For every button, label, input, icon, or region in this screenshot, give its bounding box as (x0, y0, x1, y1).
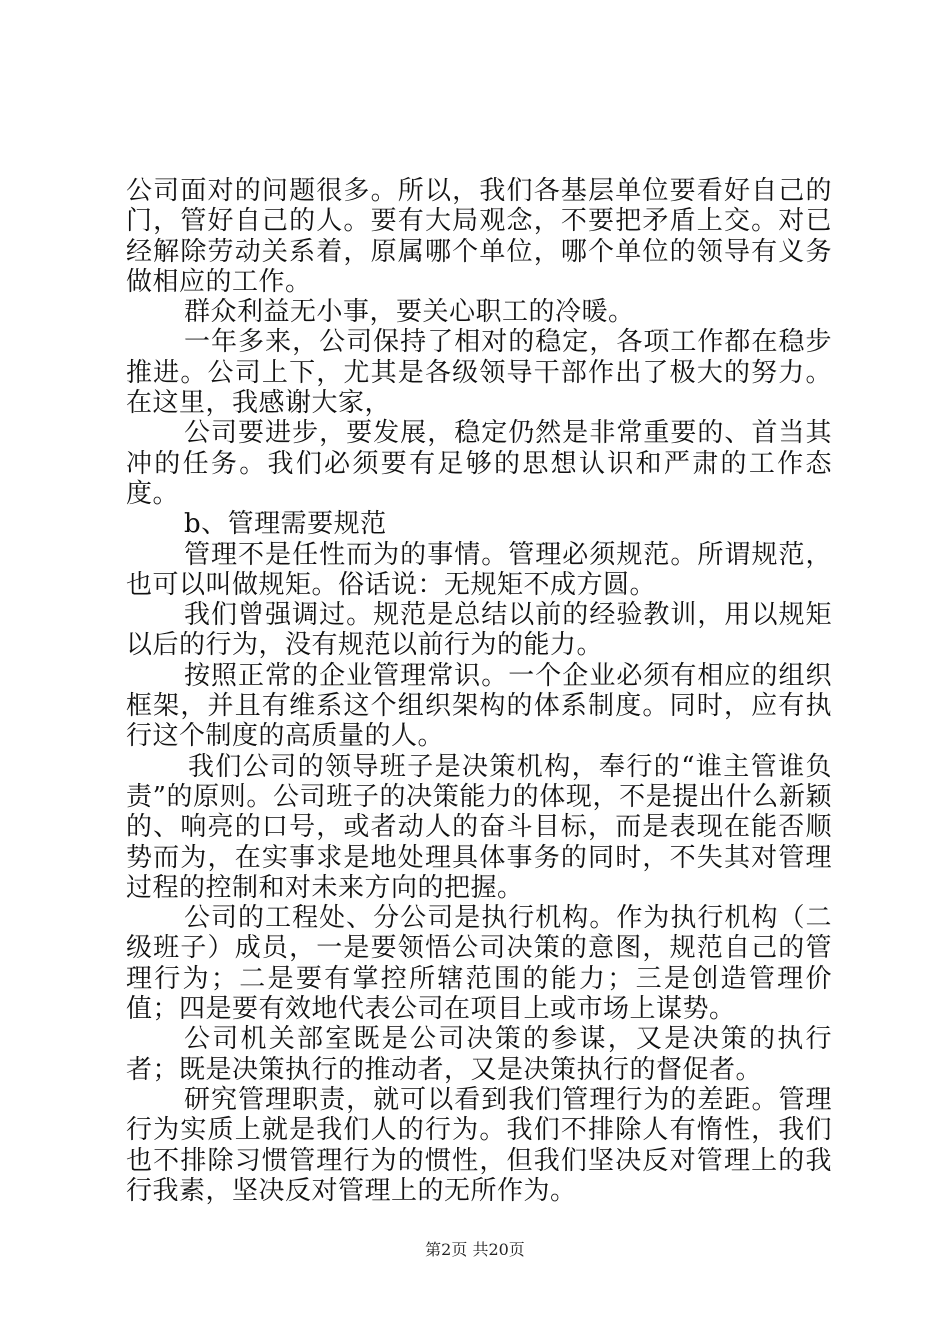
paragraph: 公司机关部室既是公司决策的参谋，又是决策的执行者；既是决策执行的推动者，又是决策执行的督促者。 (126, 1024, 832, 1085)
paragraph: 管理不是任性而为的事情。管理必须规范。所谓规范，也可以叫做规矩。俗话说：无规矩不成方圆。 (126, 539, 832, 600)
paragraph: 公司面对的问题很多。所以，我们各基层单位要看好自己的门，管好自己的人。要有大局观念，不要把矛盾上交。对已经解除劳动关系着，原属哪个单位，哪个单位的领导有义务做相应的工作。 (126, 176, 832, 297)
page-number-footer: 第2页 共20页 (425, 1240, 525, 1259)
paragraph: 公司的工程处、分公司是执行机构。作为执行机构（二级班子）成员，一是要领悟公司决策的意图，规范自己的管理行为；二是要有掌控所辖范围的能力；三是创造管理价值；四是要有效地代表公司在项目上或市场上谋势。 (126, 903, 832, 1025)
document-body (126, 176, 832, 1206)
paragraph: 我们曾强调过。规范是总结以前的经验教训，用以规矩以后的行为，没有规范以前行为的能力。 (126, 600, 832, 661)
paragraph: 一年多来，公司保持了相对的稳定，各项工作都在稳步推进。公司上下，尤其是各级领导干部作出了极大的努力。在这里，我感谢大家， (126, 327, 832, 419)
paragraph: 按照正常的企业管理常识。一个企业必须有相应的组织框架，并且有维系这个组织架构的体系制度。同时，应有执行这个制度的高质量的人。 (126, 660, 832, 752)
paragraph: 我们公司的领导班子是决策机构，奉行的“谁主管谁负责”的原则。公司班子的决策能力的体现，不是提出什么新颖的、响亮的口号，或者动人的奋斗目标，而是表现在能否顺势而为，在实事求是地处理具体事务的同时，不失其对管理过程的控制和对未来方向的把握。 (126, 751, 832, 903)
section-heading: b、管理需要规范 (184, 509, 387, 540)
paragraph: 群众利益无小事，要关心职工的冷暖。 (184, 297, 635, 328)
paragraph: 研究管理职责，就可以看到我们管理行为的差距。管理行为实质上就是我们人的行为。我们不排除人有惰性，我们也不排除习惯管理行为的惯性，但我们坚决反对管理上的我行我素，坚决反对管理上的无所作为。 (126, 1084, 832, 1206)
paragraph: 公司要进步，要发展，稳定仍然是非常重要的、首当其冲的任务。我们必须要有足够的思想认识和严肃的工作态度。 (126, 418, 832, 509)
